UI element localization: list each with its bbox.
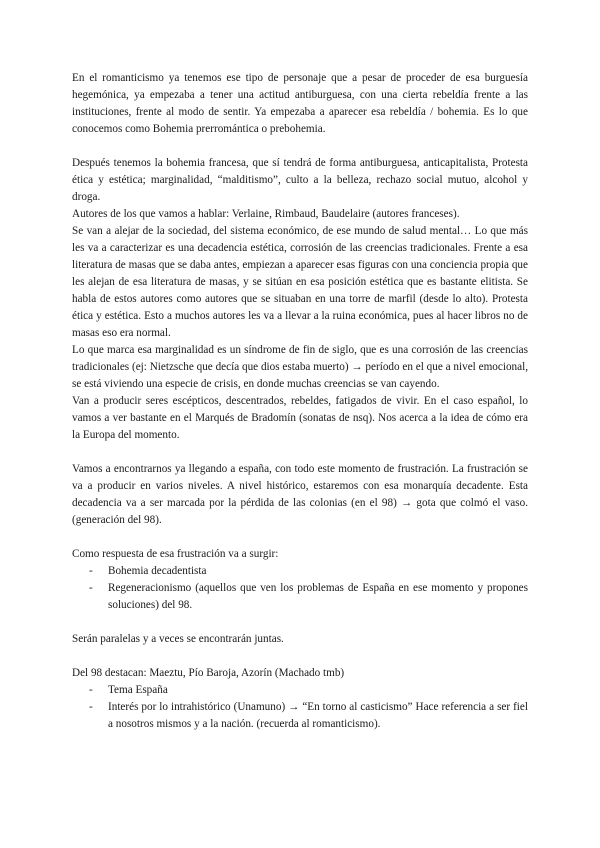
paragraph-respuesta: Como respuesta de esa frustración va a surgir: [72,548,279,560]
document-body [72,70,528,733]
list-item-text: Tema España [108,684,168,696]
list-dash: - [89,701,93,713]
paragraph-romanticismo: En el romanticismo ya tenemos ese tipo de personaje que a pesar de proceder de esa burguesía hegemónica, ya empezaba a tener una actitud antiburguesa, con una cierta rebeldía frente a las instituciones, frente al modo de sentir. Ya empezaba a aparecer esa rebeldía / bohemia. Es lo que conocemos como Bohemia prerromántica o prebohemia. [72,72,528,135]
paragraph-gap [72,529,528,546]
list-item [89,699,528,733]
list-item-text: Bohemia decadentista [108,565,207,577]
del-98-list [72,682,528,733]
paragraph-gap [72,614,528,631]
list-dash: - [89,684,93,696]
paragraph-paralelas: Serán paralelas y a veces se encontrarán juntas. [72,633,284,645]
list-item-text: Regeneracionismo (aquellos que ven los problemas de España en ese momento y propones soluciones) del 98. [108,582,528,611]
paragraph-decadencia: Se van a alejar de la sociedad, del sistema económico, de ese mundo de salud mental… Lo que más les va a caracterizar es una decadencia estética, corrosión de las creencias tradicionales. Frente a esa literatura de masas que se daba antes, empiezan a aparecer esas figuras con una conciencia propia que les alejan de esa literatura de masas, y se sitúan en esa posición estética que es bastante elitista. Se habla de estos autores como autores que se situaban en una torre de marfil (desde lo alto). Protesta ética y estética. Esto a muchos autores les va a llevar a la ruina económica, pues al hacer libros no de masas eso era normal. [72,225,528,339]
paragraph-fin-de-siglo: Lo que marca esa marginalidad es un síndrome de fin de siglo, que es una corrosión de las creencias tradicionales (ej: Nietzsche que decía que dios estaba muerto) → período en el que a nivel emocional, se está viviendo una especie de crisis, en donde muchas creencias se van cayendo. [72,344,528,390]
list-item [89,580,528,614]
list-dash: - [89,582,93,594]
list-dash: - [89,565,93,577]
paragraph-frustracion: Vamos a encontrarnos ya llegando a españa, con todo este momento de frustración. La frustración se va a producir en varios niveles. A nivel histórico, estaremos con esa monarquía decadente. Esta decadencia va a ser marcada por la pérdida de las colonias (en el 98) → gota que colmó el vaso. (generación del 98). [72,463,528,526]
paragraph-seres-escepticos: Van a producir seres escépticos, descentrados, rebeldes, fatigados de vivir. En el caso español, lo vamos a ver bastante en el Marqués de Bradomín (sonatas de nsq). Nos acerca a la idea de cómo era la Europa del momento. [72,395,528,441]
paragraph-autores: Autores de los que vamos a hablar: Verlaine, Rimbaud, Baudelaire (autores franceses). [72,208,460,220]
paragraph-gap [72,648,528,665]
paragraph-bohemia-francesa: Después tenemos la bohemia francesa, que sí tendrá de forma antiburguesa, anticapitalista, Protesta ética y estética; marginalidad, “malditismo”, culto a la belleza, rechazo social mutuo, alcohol y droga. [72,157,528,203]
paragraph-gap [72,444,528,461]
respuesta-list [72,563,528,614]
list-item [89,682,528,699]
paragraph-del-98: Del 98 destacan: Maeztu, Pío Baroja, Azorín (Machado tmb) [72,667,345,679]
list-item-text: Interés por lo intrahistórico (Unamuno) → “En torno al casticismo” Hace referencia a ser fiel a nosotros mismos y a la nación. (recuerda al romanticismo). [108,701,528,730]
list-item [89,563,528,580]
paragraph-gap [72,138,528,155]
